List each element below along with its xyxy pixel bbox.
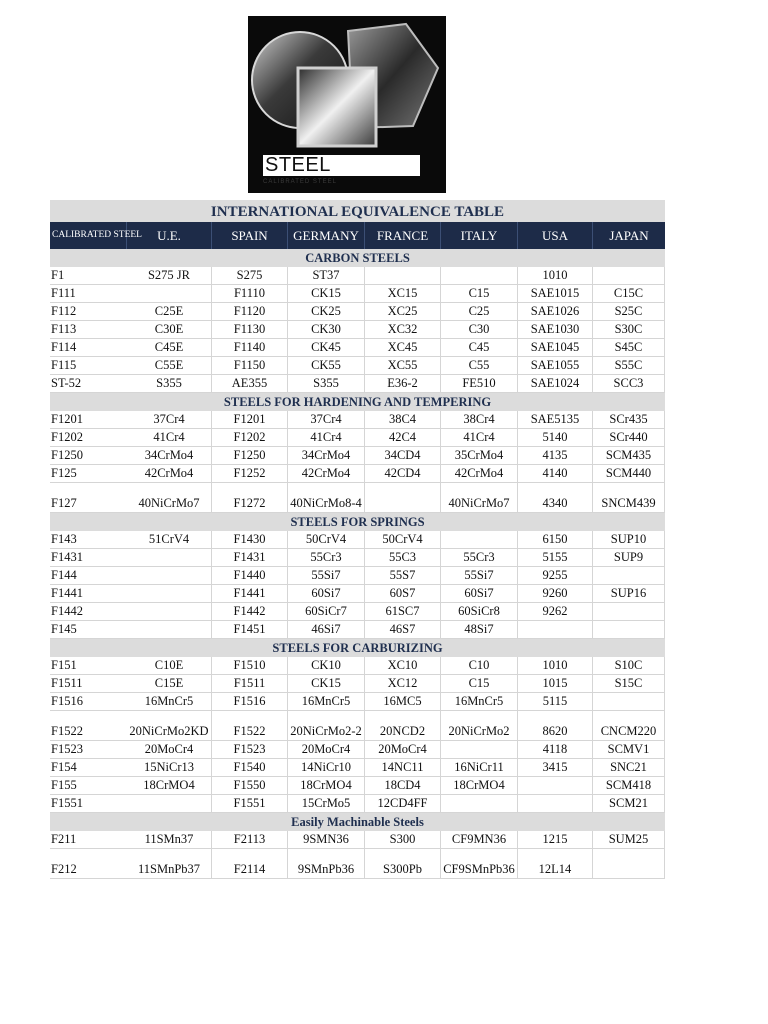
equivalent-cell: SCC3 [593, 375, 665, 393]
equivalent-cell: 12CD4FF [365, 795, 441, 813]
equivalent-cell: 40NiCrMo7 [441, 483, 518, 513]
steel-grade-cell: F1523 [50, 741, 127, 759]
equivalent-cell: XC10 [365, 657, 441, 675]
equivalent-cell: C15C [593, 285, 665, 303]
steel-grade-cell: F114 [50, 339, 127, 357]
equivalent-cell [518, 795, 593, 813]
equivalent-cell: 55Cr3 [288, 549, 365, 567]
equivalent-cell: 46S7 [365, 621, 441, 639]
header-cell: GERMANY [288, 222, 365, 249]
equivalent-cell: C55 [441, 357, 518, 375]
table-row [50, 603, 665, 621]
equivalent-cell: 20NiCrMo2KD [127, 711, 212, 741]
table-row [50, 447, 665, 465]
equivalent-cell: S25C [593, 303, 665, 321]
equivalent-cell [518, 777, 593, 795]
steel-grade-cell: F113 [50, 321, 127, 339]
equivalent-cell: XC15 [365, 285, 441, 303]
table-row [50, 429, 665, 447]
equivalent-cell: SAE1045 [518, 339, 593, 357]
equivalent-cell: 42CrMo4 [441, 465, 518, 483]
equivalent-cell: 15NiCr13 [127, 759, 212, 777]
equivalent-cell: CK15 [288, 285, 365, 303]
equivalent-cell: S355 [288, 375, 365, 393]
equivalent-cell: 42CD4 [365, 465, 441, 483]
equivalent-cell: 20NiCrMo2-2 [288, 711, 365, 741]
equivalent-cell: SAE1024 [518, 375, 593, 393]
table-row [50, 411, 665, 429]
equivalent-cell [441, 531, 518, 549]
equivalent-cell: 20MoCr4 [288, 741, 365, 759]
equivalent-cell: SAE1026 [518, 303, 593, 321]
equivalent-cell: SUP9 [593, 549, 665, 567]
equivalent-cell: C55E [127, 357, 212, 375]
equivalent-cell: C45 [441, 339, 518, 357]
table-title: INTERNATIONAL EQUIVALENCE TABLE [50, 200, 665, 222]
equivalent-cell: 41Cr4 [441, 429, 518, 447]
equivalent-cell [593, 567, 665, 585]
equivalent-cell: F1252 [212, 465, 288, 483]
equivalent-cell: 9SMnPb36 [288, 849, 365, 879]
equivalent-cell: F1431 [212, 549, 288, 567]
table-row [50, 483, 665, 513]
equivalent-cell [593, 849, 665, 879]
equivalent-cell: 40NiCrMo7 [127, 483, 212, 513]
table-row [50, 621, 665, 639]
equivalent-cell: XC32 [365, 321, 441, 339]
equivalent-cell: F2113 [212, 831, 288, 849]
equivalent-cell: F1551 [212, 795, 288, 813]
equivalent-cell: F1201 [212, 411, 288, 429]
equivalent-cell: F1130 [212, 321, 288, 339]
equivalent-cell: SCM418 [593, 777, 665, 795]
equivalent-cell: C25 [441, 303, 518, 321]
equivalent-cell: F1442 [212, 603, 288, 621]
equivalent-cell: F1510 [212, 657, 288, 675]
table-row [50, 759, 665, 777]
equivalence-table [50, 200, 665, 879]
steel-grade-cell: F1 [50, 267, 127, 285]
equivalent-cell: CK30 [288, 321, 365, 339]
equivalent-cell: 60Si7 [288, 585, 365, 603]
equivalent-cell: C15 [441, 285, 518, 303]
equivalent-cell: SNCM439 [593, 483, 665, 513]
equivalent-cell: 34CD4 [365, 447, 441, 465]
steel-grade-cell: F125 [50, 465, 127, 483]
table-row [50, 531, 665, 549]
equivalent-cell: 60SiCr8 [441, 603, 518, 621]
equivalent-cell: F1150 [212, 357, 288, 375]
equivalent-cell: 9SMN36 [288, 831, 365, 849]
table-row [50, 267, 665, 285]
steel-grade-cell: F143 [50, 531, 127, 549]
equivalent-cell: F1516 [212, 693, 288, 711]
equivalent-cell [127, 621, 212, 639]
equivalent-cell [441, 267, 518, 285]
header-cell: SPAIN [212, 222, 288, 249]
section-title: STEELS FOR HARDENING AND TEMPERING [50, 393, 665, 411]
equivalent-cell: 6150 [518, 531, 593, 549]
equivalent-cell: 38C4 [365, 411, 441, 429]
equivalent-cell: SUP16 [593, 585, 665, 603]
header-cell: CALIBRATED STEEL [50, 222, 127, 249]
equivalent-cell: 60SiCr7 [288, 603, 365, 621]
equivalent-cell: CNCM220 [593, 711, 665, 741]
table-row [50, 303, 665, 321]
equivalent-cell: S10C [593, 657, 665, 675]
equivalent-cell: F1441 [212, 585, 288, 603]
equivalent-cell: 11SMn37 [127, 831, 212, 849]
equivalent-cell: 1010 [518, 267, 593, 285]
equivalent-cell: XC25 [365, 303, 441, 321]
equivalent-cell: F1511 [212, 675, 288, 693]
equivalent-cell: C10 [441, 657, 518, 675]
equivalent-cell: 18CrMO4 [127, 777, 212, 795]
equivalent-cell: 3415 [518, 759, 593, 777]
equivalent-cell: CK10 [288, 657, 365, 675]
equivalent-cell [593, 621, 665, 639]
equivalent-cell: 20NiCrMo2 [441, 711, 518, 741]
table-row [50, 375, 665, 393]
equivalent-cell: C25E [127, 303, 212, 321]
equivalent-cell: 16NiCr11 [441, 759, 518, 777]
equivalent-cell: 9255 [518, 567, 593, 585]
equivalent-cell: S300 [365, 831, 441, 849]
equivalent-cell: 4118 [518, 741, 593, 759]
equivalent-cell: 37Cr4 [288, 411, 365, 429]
equivalent-cell [593, 603, 665, 621]
header-cell: JAPAN [609, 228, 649, 243]
section-title: CARBON STEELS [50, 249, 665, 267]
steel-grade-cell: F1516 [50, 693, 127, 711]
section-title: Easily Machinable Steels [50, 813, 665, 831]
equivalent-cell: 1015 [518, 675, 593, 693]
table-row [50, 795, 665, 813]
equivalent-cell: 4340 [518, 483, 593, 513]
steel-grade-cell: F111 [50, 285, 127, 303]
equivalent-cell: 61SC7 [365, 603, 441, 621]
equivalent-cell: 41Cr4 [127, 429, 212, 447]
equivalent-cell: 8620 [518, 711, 593, 741]
steel-grade-cell: F1431 [50, 549, 127, 567]
table-row [50, 657, 665, 675]
steel-grade-cell: F1511 [50, 675, 127, 693]
equivalent-cell: 42CrMo4 [288, 465, 365, 483]
equivalent-cell: 60Si7 [441, 585, 518, 603]
equivalent-cell: 20NCD2 [365, 711, 441, 741]
equivalent-cell: 41Cr4 [288, 429, 365, 447]
equivalent-cell: 5140 [518, 429, 593, 447]
header-cell: ITALY [441, 222, 518, 249]
table-row [50, 549, 665, 567]
table-row [50, 357, 665, 375]
steel-grade-cell: F1201 [50, 411, 127, 429]
equivalent-cell [441, 795, 518, 813]
equivalent-cell: CF9MN36 [441, 831, 518, 849]
equivalent-cell: SCM440 [593, 465, 665, 483]
equivalent-cell: SCr440 [593, 429, 665, 447]
equivalent-cell: SNC21 [593, 759, 665, 777]
equivalent-cell: 4135 [518, 447, 593, 465]
equivalent-cell: S55C [593, 357, 665, 375]
equivalent-cell: AE355 [212, 375, 288, 393]
equivalent-cell [127, 795, 212, 813]
steel-grade-cell: F155 [50, 777, 127, 795]
equivalent-cell: 35CrMo4 [441, 447, 518, 465]
equivalent-cell: CF9SMnPb36 [441, 849, 518, 879]
equivalent-cell: S45C [593, 339, 665, 357]
equivalent-cell: CK25 [288, 303, 365, 321]
equivalent-cell: 16MC5 [365, 693, 441, 711]
equivalent-cell: C15E [127, 675, 212, 693]
equivalent-cell: SCMV1 [593, 741, 665, 759]
steel-grade-cell: F127 [50, 483, 127, 513]
equivalent-cell: SUP10 [593, 531, 665, 549]
equivalent-cell: 50CrV4 [288, 531, 365, 549]
equivalent-cell: 42C4 [365, 429, 441, 447]
table-row [50, 567, 665, 585]
steel-grade-cell: F151 [50, 657, 127, 675]
steel-grade-cell: ST-52 [50, 375, 127, 393]
equivalent-cell [441, 741, 518, 759]
section-title: STEELS FOR SPRINGS [50, 513, 665, 531]
equivalent-cell: FE510 [441, 375, 518, 393]
table-row [50, 711, 665, 741]
equivalent-cell: 1010 [518, 657, 593, 675]
equivalent-cell: 42CrMo4 [127, 465, 212, 483]
equivalent-cell: S300Pb [365, 849, 441, 879]
table-row [50, 675, 665, 693]
header-cell: FRANCE [365, 222, 441, 249]
steel-grade-cell: F144 [50, 567, 127, 585]
equivalent-cell: 14NiCr10 [288, 759, 365, 777]
equivalent-cell: S275 JR [127, 267, 212, 285]
steel-grade-cell: F211 [50, 831, 127, 849]
equivalent-cell: F1250 [212, 447, 288, 465]
equivalent-cell [127, 549, 212, 567]
equivalent-cell: F1110 [212, 285, 288, 303]
equivalent-cell: E36-2 [365, 375, 441, 393]
equivalent-cell: 4140 [518, 465, 593, 483]
equivalent-cell: 50CrV4 [365, 531, 441, 549]
equivalent-cell: F1202 [212, 429, 288, 447]
equivalent-cell: SAE1015 [518, 285, 593, 303]
equivalent-cell: 11SMnPb37 [127, 849, 212, 879]
equivalent-cell: 12L14 [518, 849, 593, 879]
equivalent-cell: F1440 [212, 567, 288, 585]
equivalent-cell: F1522 [212, 711, 288, 741]
equivalent-cell [593, 267, 665, 285]
table-row [50, 585, 665, 603]
equivalent-cell: F1523 [212, 741, 288, 759]
header-row [50, 222, 665, 249]
table-body [50, 249, 665, 879]
table-row [50, 339, 665, 357]
equivalent-cell: 20MoCr4 [365, 741, 441, 759]
equivalent-cell: XC12 [365, 675, 441, 693]
equivalent-cell: SUM25 [593, 831, 665, 849]
steel-grade-cell: F115 [50, 357, 127, 375]
equivalent-cell: 55Si7 [441, 567, 518, 585]
equivalent-cell: C30E [127, 321, 212, 339]
equivalent-cell: F1451 [212, 621, 288, 639]
table-row [50, 741, 665, 759]
equivalent-cell: SAE1055 [518, 357, 593, 375]
equivalent-cell: 5115 [518, 693, 593, 711]
equivalent-cell: F1272 [212, 483, 288, 513]
equivalent-cell: SAE5135 [518, 411, 593, 429]
equivalent-cell: 38Cr4 [441, 411, 518, 429]
steel-grade-cell: F1551 [50, 795, 127, 813]
equivalent-cell: 55Si7 [288, 567, 365, 585]
equivalent-cell: XC55 [365, 357, 441, 375]
steel-grade-cell: F1202 [50, 429, 127, 447]
equivalent-cell: 48Si7 [441, 621, 518, 639]
equivalent-cell: C15 [441, 675, 518, 693]
equivalent-cell: 40NiCrMo8-4 [288, 483, 365, 513]
equivalent-cell: 9262 [518, 603, 593, 621]
steel-grade-cell: F112 [50, 303, 127, 321]
equivalent-cell: 55S7 [365, 567, 441, 585]
equivalent-cell: 14NC11 [365, 759, 441, 777]
equivalent-cell: 55Cr3 [441, 549, 518, 567]
steel-grade-cell: F212 [50, 849, 127, 879]
table-row [50, 693, 665, 711]
header-cell: U.E. [127, 222, 212, 249]
equivalent-cell: 20MoCr4 [127, 741, 212, 759]
equivalent-cell: 60S7 [365, 585, 441, 603]
equivalent-cell: 46Si7 [288, 621, 365, 639]
equivalent-cell [127, 603, 212, 621]
header-cell: USA [518, 222, 593, 249]
equivalent-cell: F1430 [212, 531, 288, 549]
table-row [50, 849, 665, 879]
equivalent-cell: 18CD4 [365, 777, 441, 795]
equivalent-cell [127, 567, 212, 585]
table-row [50, 285, 665, 303]
equivalent-cell: S30C [593, 321, 665, 339]
equivalent-cell: S15C [593, 675, 665, 693]
steel-logo [248, 16, 446, 193]
equivalent-cell: 37Cr4 [127, 411, 212, 429]
equivalent-cell [518, 621, 593, 639]
equivalent-cell: S275 [212, 267, 288, 285]
equivalent-cell: SCr435 [593, 411, 665, 429]
equivalent-cell: 9260 [518, 585, 593, 603]
equivalent-cell: 1215 [518, 831, 593, 849]
equivalent-cell: SCM435 [593, 447, 665, 465]
equivalent-cell: 34CrMo4 [127, 447, 212, 465]
logo-text: STEEL [265, 154, 331, 176]
equivalent-cell: C10E [127, 657, 212, 675]
equivalent-cell [127, 585, 212, 603]
steel-grade-cell: F1250 [50, 447, 127, 465]
equivalent-cell: 51CrV4 [127, 531, 212, 549]
equivalent-cell: CK45 [288, 339, 365, 357]
equivalent-cell: 18CrMO4 [441, 777, 518, 795]
logo-subtext: CALIBRATED STEEL [263, 179, 337, 185]
equivalent-cell: 18CrMO4 [288, 777, 365, 795]
steel-grade-cell: F154 [50, 759, 127, 777]
equivalent-cell: C30 [441, 321, 518, 339]
equivalent-cell: SAE1030 [518, 321, 593, 339]
equivalent-cell: 16MnCr5 [127, 693, 212, 711]
table-row [50, 831, 665, 849]
equivalent-cell: 15CrMo5 [288, 795, 365, 813]
equivalent-cell [127, 285, 212, 303]
steel-grade-cell: F1522 [50, 711, 127, 741]
steel-grade-cell: F1441 [50, 585, 127, 603]
equivalent-cell: F1550 [212, 777, 288, 795]
equivalent-cell: CK55 [288, 357, 365, 375]
equivalent-cell: F2114 [212, 849, 288, 879]
equivalent-cell [365, 483, 441, 513]
equivalent-cell: XC45 [365, 339, 441, 357]
table-row [50, 465, 665, 483]
table-row [50, 777, 665, 795]
equivalent-cell: 16MnCr5 [441, 693, 518, 711]
equivalent-cell: F1540 [212, 759, 288, 777]
equivalent-cell: 16MnCr5 [288, 693, 365, 711]
table-row [50, 321, 665, 339]
section-title: STEELS FOR CARBURIZING [50, 639, 665, 657]
equivalent-cell: SCM21 [593, 795, 665, 813]
equivalent-cell: ST37 [288, 267, 365, 285]
equivalent-cell [365, 267, 441, 285]
equivalent-cell: F1140 [212, 339, 288, 357]
equivalent-cell: 34CrMo4 [288, 447, 365, 465]
equivalent-cell: 5155 [518, 549, 593, 567]
equivalent-cell: F1120 [212, 303, 288, 321]
steel-grade-cell: F1442 [50, 603, 127, 621]
equivalent-cell: 55C3 [365, 549, 441, 567]
equivalent-cell: C45E [127, 339, 212, 357]
equivalent-cell: S355 [127, 375, 212, 393]
equivalent-cell: CK15 [288, 675, 365, 693]
equivalent-cell [593, 693, 665, 711]
steel-grade-cell: F145 [50, 621, 127, 639]
